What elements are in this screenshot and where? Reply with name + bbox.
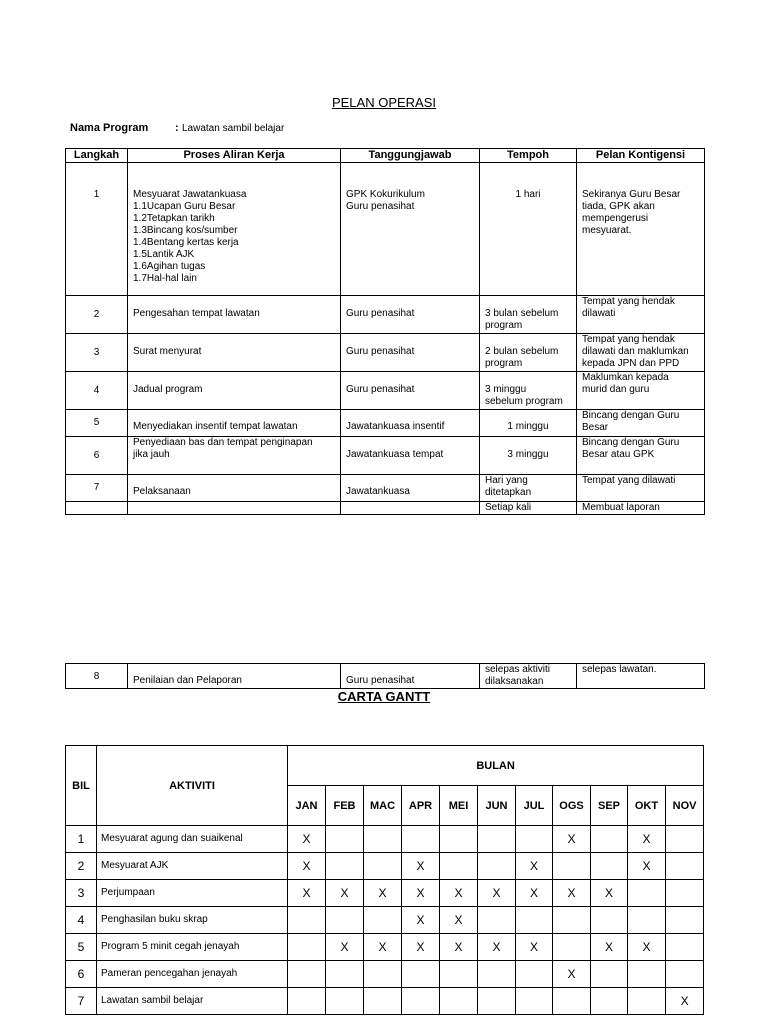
duration-line: ditetapkan bbox=[485, 487, 532, 498]
process-line: Surat menyurat bbox=[133, 346, 202, 357]
gantt-activity: Perjumpaan bbox=[97, 880, 288, 907]
duration-cell bbox=[480, 372, 577, 410]
gantt-month-cell bbox=[364, 988, 402, 1015]
operations-row bbox=[66, 475, 705, 502]
duration-line: dilaksanakan bbox=[485, 676, 544, 687]
contingency-cell bbox=[577, 410, 705, 437]
gantt-month-cell bbox=[666, 934, 704, 961]
gantt-month-cell: X bbox=[666, 988, 704, 1015]
duration-line: 3 minggu bbox=[507, 449, 549, 460]
gantt-header-bil: BIL bbox=[66, 746, 97, 826]
gantt-month-cell bbox=[288, 988, 326, 1015]
gantt-month-cell bbox=[364, 826, 402, 853]
operations-table bbox=[65, 148, 705, 515]
gantt-month-cell bbox=[440, 961, 478, 988]
program-value: Lawatan sambil belajar bbox=[182, 123, 285, 134]
gantt-month-cell: X bbox=[478, 934, 516, 961]
contingency-line: tiada, GPK akan bbox=[582, 201, 655, 212]
gantt-month-cell bbox=[326, 961, 364, 988]
process-line: 1.4Bentang kertas kerja bbox=[133, 237, 239, 248]
process-line: Pengesahan tempat lawatan bbox=[133, 308, 260, 319]
contingency-line: Bincang dengan Guru bbox=[582, 437, 680, 448]
gantt-title: CARTA GANTT bbox=[337, 689, 431, 704]
contingency-cell bbox=[577, 334, 705, 372]
duration-line: Hari yang bbox=[485, 475, 528, 486]
gantt-activity: Mesyuarat AJK bbox=[97, 853, 288, 880]
gantt-month-cell: X bbox=[591, 880, 628, 907]
gantt-month-cell bbox=[364, 853, 402, 880]
contingency-line: selepas lawatan. bbox=[582, 664, 657, 675]
step-cell bbox=[66, 372, 128, 410]
operations-row bbox=[66, 163, 705, 296]
gantt-month-cell bbox=[628, 988, 666, 1015]
step-cell bbox=[66, 475, 128, 502]
duration-cell bbox=[480, 296, 577, 334]
step-cell bbox=[66, 296, 128, 334]
gantt-month-cell: X bbox=[326, 934, 364, 961]
gantt-month-cell bbox=[326, 853, 364, 880]
gantt-header-aktiviti: AKTIVITI bbox=[97, 746, 288, 826]
month-header: NOV bbox=[666, 786, 704, 826]
gantt-activity: Penghasilan buku skrap bbox=[97, 907, 288, 934]
responsible-line: Jawatankuasa tempat bbox=[346, 449, 444, 460]
gantt-header-bulan: BULAN bbox=[288, 746, 704, 786]
month-header: MAC bbox=[364, 786, 402, 826]
step-number: 5 bbox=[93, 417, 100, 428]
gantt-month-cell bbox=[440, 853, 478, 880]
contingency-line: dilawati bbox=[582, 308, 616, 319]
responsible-cell bbox=[341, 475, 480, 502]
gantt-header-row-1 bbox=[66, 746, 704, 786]
month-header: OKT bbox=[628, 786, 666, 826]
gantt-month-cell: X bbox=[553, 880, 591, 907]
gantt-month-cell: X bbox=[288, 880, 326, 907]
gantt-month-cell bbox=[666, 961, 704, 988]
gantt-row bbox=[66, 853, 704, 880]
gantt-month-cell bbox=[440, 826, 478, 853]
gantt-month-cell bbox=[478, 907, 516, 934]
duration-cell bbox=[480, 163, 577, 296]
gantt-month-cell: X bbox=[364, 880, 402, 907]
gantt-month-cell: X bbox=[516, 934, 553, 961]
gantt-month-cell bbox=[628, 880, 666, 907]
responsible-line: Guru penasihat bbox=[346, 384, 415, 395]
gantt-month-cell: X bbox=[553, 961, 591, 988]
operations-row bbox=[66, 410, 705, 437]
gantt-row-number: 1 bbox=[66, 826, 97, 853]
contingency-line: Sekiranya Guru Besar bbox=[582, 189, 681, 200]
responsible-cell bbox=[341, 296, 480, 334]
contingency-line: Besar bbox=[582, 422, 609, 433]
gantt-month-cell bbox=[364, 961, 402, 988]
gantt-month-cell bbox=[516, 826, 553, 853]
responsible-cell bbox=[341, 372, 480, 410]
process-line: Menyediakan insentif tempat lawatan bbox=[133, 421, 298, 432]
month-header: JAN bbox=[288, 786, 326, 826]
duration-line: 1 hari bbox=[515, 189, 541, 200]
contingency-line: Membuat laporan bbox=[582, 502, 660, 513]
process-cell bbox=[128, 334, 341, 372]
contingency-line: mesyuarat. bbox=[582, 225, 632, 236]
operations-row bbox=[66, 296, 705, 334]
contingency-cell bbox=[577, 296, 705, 334]
gantt-month-cell bbox=[516, 961, 553, 988]
gantt-month-cell bbox=[288, 934, 326, 961]
gantt-month-cell bbox=[666, 853, 704, 880]
contingency-line: murid dan guru bbox=[582, 384, 650, 395]
gantt-month-cell: X bbox=[402, 853, 440, 880]
program-colon: : bbox=[175, 122, 179, 134]
step-number: 6 bbox=[93, 450, 100, 461]
gantt-row-number: 2 bbox=[66, 853, 97, 880]
process-line: Jadual program bbox=[133, 384, 203, 395]
contingency-cell bbox=[577, 372, 705, 410]
gantt-month-cell bbox=[628, 907, 666, 934]
gantt-month-cell: X bbox=[628, 853, 666, 880]
contingency-line: Maklumkan kepada bbox=[582, 372, 669, 383]
duration-cell bbox=[480, 664, 577, 689]
process-line: Penilaian dan Pelaporan bbox=[133, 675, 242, 686]
contingency-line: Tempat yang dilawati bbox=[582, 475, 676, 486]
month-header: MEI bbox=[440, 786, 478, 826]
process-line: 1.5Lantik AJK bbox=[133, 249, 195, 260]
gantt-row bbox=[66, 880, 704, 907]
contingency-cell bbox=[577, 163, 705, 296]
gantt-month-cell bbox=[666, 880, 704, 907]
gantt-month-cell bbox=[591, 907, 628, 934]
gantt-row-number: 7 bbox=[66, 988, 97, 1015]
gantt-month-cell: X bbox=[516, 880, 553, 907]
contingency-line: Tempat yang hendak bbox=[582, 334, 675, 345]
gantt-month-cell bbox=[288, 907, 326, 934]
header-kontigensi: Pelan Kontigensi bbox=[577, 149, 705, 163]
gantt-month-cell: X bbox=[591, 934, 628, 961]
header-proses: Proses Aliran Kerja bbox=[128, 149, 341, 163]
step-cell bbox=[66, 437, 128, 475]
responsible-cell bbox=[341, 334, 480, 372]
operations-row bbox=[66, 664, 705, 689]
gantt-month-cell bbox=[553, 934, 591, 961]
process-line: 1.3Bincang kos/sumber bbox=[133, 225, 238, 236]
gantt-month-cell bbox=[591, 826, 628, 853]
gantt-month-cell: X bbox=[402, 907, 440, 934]
gantt-month-cell: X bbox=[364, 934, 402, 961]
step-number: 4 bbox=[93, 385, 100, 396]
duration-line: Setiap kali bbox=[485, 502, 532, 513]
process-cell bbox=[128, 163, 341, 296]
gantt-month-cell: X bbox=[402, 880, 440, 907]
gantt-month-cell bbox=[516, 988, 553, 1015]
operations-continued-table bbox=[65, 663, 705, 689]
step-cell bbox=[66, 502, 128, 515]
gantt-month-cell bbox=[288, 961, 326, 988]
gantt-month-cell bbox=[478, 826, 516, 853]
gantt-month-cell: X bbox=[402, 934, 440, 961]
gantt-month-cell bbox=[478, 853, 516, 880]
responsible-cell bbox=[341, 664, 480, 689]
gantt-month-cell bbox=[553, 907, 591, 934]
gantt-month-cell: X bbox=[516, 853, 553, 880]
gantt-month-cell bbox=[326, 826, 364, 853]
duration-line: program bbox=[485, 358, 523, 369]
gantt-month-cell bbox=[516, 907, 553, 934]
contingency-line: Bincang dengan Guru bbox=[582, 410, 680, 421]
gantt-month-cell bbox=[364, 907, 402, 934]
contingency-cell bbox=[577, 437, 705, 475]
contingency-line: Tempat yang hendak bbox=[582, 296, 675, 307]
gantt-month-cell bbox=[402, 826, 440, 853]
gantt-month-cell bbox=[666, 907, 704, 934]
contingency-cell bbox=[577, 664, 705, 689]
contingency-cell bbox=[577, 475, 705, 502]
responsible-line: Guru penasihat bbox=[346, 308, 415, 319]
gantt-month-cell bbox=[666, 826, 704, 853]
duration-line: sebelum program bbox=[485, 396, 563, 407]
responsible-line: Guru penasihat bbox=[346, 201, 415, 212]
contingency-cell bbox=[577, 502, 705, 515]
duration-line: 3 bulan sebelum bbox=[485, 308, 559, 319]
step-number: 7 bbox=[93, 482, 100, 493]
process-line: Pelaksanaan bbox=[133, 486, 191, 497]
document-title: PELAN OPERASI bbox=[331, 95, 437, 110]
duration-line: 2 bulan sebelum bbox=[485, 346, 559, 357]
step-cell bbox=[66, 163, 128, 296]
process-cell bbox=[128, 437, 341, 475]
month-header: APR bbox=[402, 786, 440, 826]
step-number: 1 bbox=[93, 189, 100, 200]
gantt-month-cell: X bbox=[478, 880, 516, 907]
gantt-month-cell: X bbox=[288, 826, 326, 853]
operations-row bbox=[66, 437, 705, 475]
gantt-row-number: 6 bbox=[66, 961, 97, 988]
gantt-row bbox=[66, 988, 704, 1015]
header-tempoh: Tempoh bbox=[480, 149, 577, 163]
gantt-month-cell bbox=[553, 853, 591, 880]
gantt-month-cell bbox=[591, 961, 628, 988]
duration-cell bbox=[480, 475, 577, 502]
duration-line: selepas aktiviti bbox=[485, 664, 551, 675]
gantt-month-cell bbox=[402, 988, 440, 1015]
step-number: 3 bbox=[93, 347, 100, 358]
process-line: Mesyuarat Jawatankuasa bbox=[133, 189, 247, 200]
month-header: SEP bbox=[591, 786, 628, 826]
gantt-row bbox=[66, 961, 704, 988]
step-cell bbox=[66, 410, 128, 437]
gantt-month-cell: X bbox=[628, 934, 666, 961]
gantt-month-cell bbox=[628, 961, 666, 988]
contingency-line: dilawati dan maklumkan bbox=[582, 346, 689, 357]
operations-row bbox=[66, 502, 705, 515]
gantt-month-cell bbox=[478, 961, 516, 988]
gantt-activity: Program 5 minit cegah jenayah bbox=[97, 934, 288, 961]
operations-row bbox=[66, 372, 705, 410]
process-cell bbox=[128, 296, 341, 334]
duration-line: program bbox=[485, 320, 523, 331]
month-header: OGS bbox=[553, 786, 591, 826]
step-number: 2 bbox=[93, 309, 100, 320]
responsible-line: Jawatankuasa insentif bbox=[346, 421, 445, 432]
gantt-month-cell bbox=[591, 988, 628, 1015]
process-line: Penyediaan bas dan tempat penginapan bbox=[133, 437, 313, 448]
gantt-row-number: 5 bbox=[66, 934, 97, 961]
responsible-cell bbox=[341, 410, 480, 437]
process-line: 1.2Tetapkan tarikh bbox=[133, 213, 215, 224]
duration-line: 3 minggu bbox=[485, 384, 527, 395]
duration-cell bbox=[480, 334, 577, 372]
operations-row bbox=[66, 334, 705, 372]
duration-cell bbox=[480, 437, 577, 475]
gantt-month-cell bbox=[440, 988, 478, 1015]
responsible-line: Jawatankuasa bbox=[346, 486, 410, 497]
gantt-table bbox=[65, 745, 704, 1015]
gantt-month-cell: X bbox=[440, 907, 478, 934]
process-cell bbox=[128, 372, 341, 410]
duration-cell bbox=[480, 410, 577, 437]
process-line: 1.6Agihan tugas bbox=[133, 261, 206, 272]
month-header: JUL bbox=[516, 786, 553, 826]
duration-line: 1 minggu bbox=[507, 421, 549, 432]
gantt-month-cell bbox=[553, 988, 591, 1015]
responsible-line: GPK Kokurikulum bbox=[346, 189, 425, 200]
step-cell bbox=[66, 664, 128, 689]
process-line: jika jauh bbox=[133, 449, 170, 460]
gantt-month-cell bbox=[402, 961, 440, 988]
process-line: 1.7Hal-hal lain bbox=[133, 273, 197, 284]
gantt-month-cell bbox=[591, 853, 628, 880]
gantt-month-cell bbox=[326, 907, 364, 934]
gantt-activity: Pameran pencegahan jenayah bbox=[97, 961, 288, 988]
contingency-line: mempengerusi bbox=[582, 213, 649, 224]
month-header: JUN bbox=[478, 786, 516, 826]
gantt-row-number: 3 bbox=[66, 880, 97, 907]
gantt-month-cell: X bbox=[553, 826, 591, 853]
gantt-month-cell: X bbox=[440, 880, 478, 907]
process-cell bbox=[128, 664, 341, 689]
header-tanggungjawab: Tanggungjawab bbox=[341, 149, 480, 163]
gantt-month-cell bbox=[326, 988, 364, 1015]
gantt-row bbox=[66, 907, 704, 934]
program-label: Nama Program bbox=[70, 122, 149, 134]
step-cell bbox=[66, 334, 128, 372]
gantt-month-cell: X bbox=[628, 826, 666, 853]
gantt-row bbox=[66, 934, 704, 961]
gantt-month-cell: X bbox=[326, 880, 364, 907]
contingency-line: Besar atau GPK bbox=[582, 449, 655, 460]
step-number: 8 bbox=[93, 671, 100, 682]
operations-header-row bbox=[66, 149, 705, 163]
responsible-line: Guru penasihat bbox=[346, 346, 415, 357]
responsible-cell bbox=[341, 502, 480, 515]
responsible-cell bbox=[341, 163, 480, 296]
contingency-line: kepada JPN dan PPD bbox=[582, 358, 680, 369]
gantt-month-cell: X bbox=[440, 934, 478, 961]
gantt-activity: Lawatan sambil belajar bbox=[97, 988, 288, 1015]
gantt-row-number: 4 bbox=[66, 907, 97, 934]
gantt-month-cell bbox=[478, 988, 516, 1015]
process-cell bbox=[128, 502, 341, 515]
gantt-activity: Mesyuarat agung dan suaikenal bbox=[97, 826, 288, 853]
gantt-row bbox=[66, 826, 704, 853]
duration-cell bbox=[480, 502, 577, 515]
process-cell bbox=[128, 410, 341, 437]
header-langkah: Langkah bbox=[66, 149, 128, 163]
process-line: 1.1Ucapan Guru Besar bbox=[133, 201, 236, 212]
responsible-cell bbox=[341, 437, 480, 475]
process-cell bbox=[128, 475, 341, 502]
month-header: FEB bbox=[326, 786, 364, 826]
responsible-line: Guru penasihat bbox=[346, 675, 415, 686]
gantt-month-cell: X bbox=[288, 853, 326, 880]
